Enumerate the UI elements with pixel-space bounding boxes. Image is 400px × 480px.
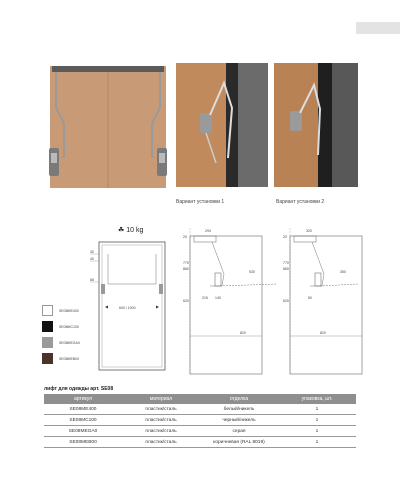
table-row — [44, 437, 356, 448]
swatch-black — [42, 321, 53, 332]
side1-dim-a: 20 — [183, 235, 187, 239]
column-header: материал — [122, 394, 200, 404]
side1-dim-c: 860 — [183, 267, 189, 271]
side1-reach: 530 — [249, 270, 255, 274]
side2-top: 320 — [306, 229, 312, 233]
table-cell: белый/никель — [200, 404, 278, 415]
front-dim-c: 66 — [90, 278, 94, 282]
side2-dim-b: 770 — [283, 261, 289, 265]
table-cell: пластик/сталь — [122, 426, 200, 437]
table-cell: 1 — [278, 404, 356, 415]
swatch-label: SE08MEGA0 — [59, 341, 80, 345]
swatch-grey — [42, 337, 53, 348]
technical-drawings — [80, 224, 370, 376]
side1-top: 294 — [205, 229, 211, 233]
weight-icon: ☘ — [118, 227, 125, 234]
table-cell: серая — [200, 426, 278, 437]
side-view-1-drawing — [183, 228, 276, 374]
table-row — [44, 426, 356, 437]
column-header: артикул — [44, 394, 122, 404]
side1-inner-b: 140 — [215, 296, 221, 300]
side2-bottom: 820 — [320, 331, 326, 335]
swatch-label: SE08MEB00 — [59, 357, 80, 361]
table-cell: пластик/сталь — [122, 404, 200, 415]
table-cell: коричневая (RAL 8019) — [200, 437, 278, 448]
installation-photo-2 — [274, 63, 358, 187]
table-cell: 1 — [278, 426, 356, 437]
table-title: лифт для одежды арт. SE08 — [44, 386, 114, 392]
swatch-label: SE08ME400 — [59, 309, 79, 313]
product-photo-main — [44, 63, 172, 191]
table-cell: пластик/сталь — [122, 437, 200, 448]
front-dim-b: 40 — [90, 257, 94, 261]
table-cell: SE08MC100 — [44, 415, 122, 426]
column-header: отделка — [200, 394, 278, 404]
table-cell: пластик/сталь — [122, 415, 200, 426]
side1-dim-b: 770 — [183, 261, 189, 265]
swatch-brown — [42, 353, 53, 364]
table-cell: SE08MEB00 — [44, 437, 122, 448]
installation-photo-1 — [176, 63, 268, 187]
installation-caption-2: Вариант установки 2 — [276, 199, 325, 205]
column-header: упаковка, шт. — [278, 394, 356, 404]
table-cell: 1 — [278, 415, 356, 426]
side1-inner-a: 215 — [202, 296, 208, 300]
table-row — [44, 404, 356, 415]
side-view-2-drawing — [283, 228, 362, 374]
side2-dim-d: 620 — [283, 299, 289, 303]
side2-inner-a: 50 — [308, 296, 312, 300]
front-dim-width: 600 / 1000 — [119, 306, 136, 310]
side2-dim-a: 20 — [283, 235, 287, 239]
table-cell: SE08ME400 — [44, 404, 122, 415]
table-cell: черный/никель — [200, 415, 278, 426]
side2-dim-c: 860 — [283, 267, 289, 271]
page-tab — [356, 22, 400, 34]
max-load-label: ☘ 10 kg — [118, 227, 144, 234]
table-cell: 1 — [278, 437, 356, 448]
side2-reach: 350 — [340, 270, 346, 274]
table-header-row — [44, 394, 356, 404]
product-table — [44, 394, 356, 448]
front-dim-a: 30 — [90, 250, 94, 254]
table-row — [44, 415, 356, 426]
wardrobe-lift-illustration — [44, 63, 172, 191]
installation-caption-1: Вариант установки 1 — [176, 199, 225, 205]
swatch-label: SE08MC100 — [59, 325, 79, 329]
table-cell: SE08MEGA0 — [44, 426, 122, 437]
side1-bottom: 820 — [240, 331, 246, 335]
swatch-white — [42, 305, 53, 316]
front-view-drawing — [90, 242, 165, 370]
side1-dim-d: 620 — [183, 299, 189, 303]
